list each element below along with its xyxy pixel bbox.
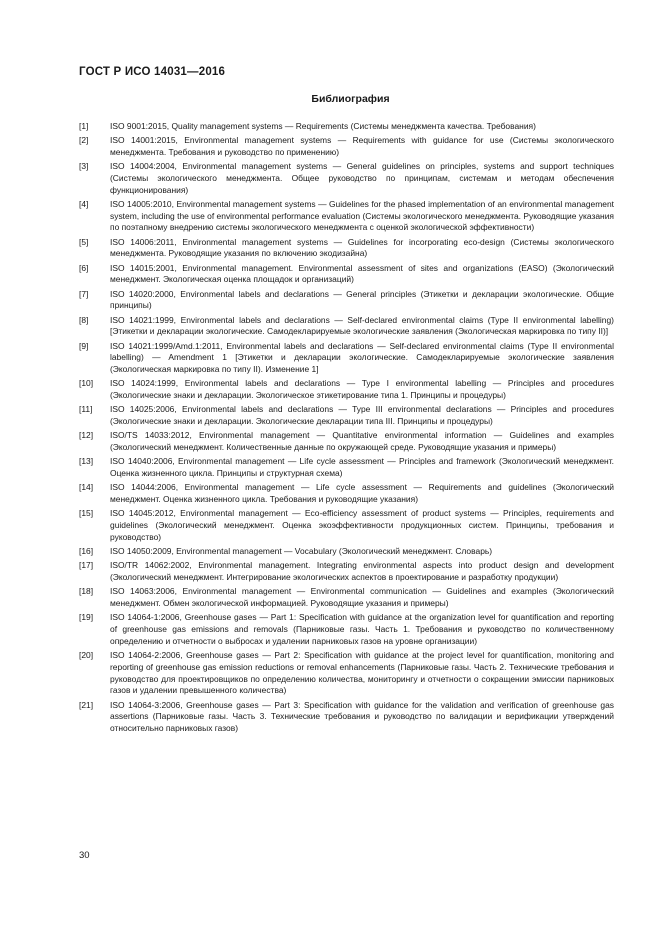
entry-text: ISO 14064-3:2006, Greenhouse gases — Part 3: Specification with guidance for the validation and verification of greenhouse gas assertions (Парниковые газы. Часть 3. Технические требования и руководство по валидации и верификации утверждений относительно парниковых газов): [110, 699, 614, 733]
entry-number: [5]: [79, 236, 89, 247]
entry-number: [18]: [79, 586, 94, 597]
bibliography-entry: [79, 650, 614, 697]
entry-number: [1]: [79, 121, 89, 131]
bibliography-entry: [79, 199, 614, 234]
entry-text: ISO 14063:2006, Environmental management — Environmental communication — Guidelines and examples (Экологический менеджмент. Обмен экологической информацией. Руководящие указания и примеры): [110, 586, 614, 609]
bibliography-entry: [79, 135, 614, 158]
bibliography-entry: [79, 289, 614, 312]
entry-text: ISO 14020:2000, Environmental labels and declarations — General principles (Этикетки и декларации экологические. Общие принципы): [110, 288, 614, 311]
bibliography-entry: [79, 430, 614, 453]
bibliography-entry: [79, 121, 614, 133]
entry-text: ISO 14045:2012, Environmental management — Eco-efficiency assessment of product systems — Principles, requirements and guidelines (Экологический менеджмент. Оценка экоэффективности продукционных систем. Принципы, требования и руководство): [110, 508, 614, 542]
bibliography-entry: [79, 482, 614, 505]
bibliography-entry: [79, 263, 614, 286]
entry-text: ISO 14015:2001, Environmental management. Environmental assessment of sites and organizations (EASO) (Экологический менеджмент. Экологическая оценка площадок и организаций): [110, 262, 614, 285]
bibliography-entry: [79, 315, 614, 338]
entry-number: [3]: [79, 161, 89, 172]
entry-number: [11]: [79, 404, 93, 415]
entry-text: ISO 14005:2010, Environmental management systems — Guidelines for the phased implementation of an environmental management system, including the use of environmental performance evaluation (Системы экологического менеджмента. Руководящие указания по поэтапному внедрению системы экологического менеджмента с оценкой экологической эффективности): [110, 199, 614, 233]
document-header: ГОСТ Р ИСО 14031—2016: [79, 66, 226, 78]
entry-number: [9]: [79, 340, 89, 351]
entry-text: ISO 14064-1:2006, Greenhouse gases — Part 1: Specification with guidance at the organization level for quantification and reporting of greenhouse gas emissions and removals (Парниковые газы. Часть 1. Требования и руководство по количественному определению и отчетности о выбросах и удалении парниковых газов на уровне организации): [110, 612, 614, 646]
bibliography-entry: [79, 560, 614, 583]
entry-text: ISO 14044:2006, Environmental management — Life cycle assessment — Requirements and guidelines (Экологический менеджмент. Оценка жизненного цикла. Требования и руководящие указания): [110, 482, 614, 505]
entry-text: ISO 14024:1999, Environmental labels and declarations — Type I environmental labelling — Principles and procedures (Экологические знаки и декларации. Экологическое этикетирование типа 1. Принципы и процедуры): [110, 378, 614, 401]
section-title: Библиография: [311, 93, 390, 105]
entry-number: [12]: [79, 430, 94, 441]
entry-number: [16]: [79, 546, 94, 557]
entry-text: ISO 14064-2:2006, Greenhouse gases — Part 2: Specification with guidance at the project level for quantification, monitoring and reporting of greenhouse gas emission reductions or removal enhancements (Парниковые газы. Часть 2. Технические требования и руководство для проектировщиков по определению количества, мониторингу и отчетности о сокращении эмиссии парниковых газов и удалении превышенного количества): [110, 650, 614, 696]
entry-number: [4]: [79, 199, 89, 209]
entry-number: [17]: [79, 560, 94, 571]
bibliography-entry: [79, 378, 614, 401]
bibliography-entry: [79, 341, 614, 376]
entry-number: [20]: [79, 650, 94, 661]
bibliography-entry: [79, 237, 614, 260]
entry-number: [15]: [79, 508, 94, 519]
entry-number: [8]: [79, 314, 89, 325]
entry-number: [21]: [79, 699, 94, 710]
entry-text: ISO/TS 14033:2012, Environmental management — Quantitative environmental information — Guidelines and examples (Экологический менеджмент. Количественные данные по окружающей среде. Руководящие указания и примеры): [110, 430, 614, 453]
entry-text: ISO 14040:2006, Environmental management — Life cycle assessment — Principles and framework (Экологический менеджмент. Оценка жизненного цикла. Принципы и структурная схема): [110, 456, 614, 479]
entry-text: ISO 14050:2009, Environmental management — Vocabulary (Экологический менеджмент. Словарь): [110, 546, 493, 557]
entry-text: ISO 14025:2006, Environmental labels and declarations — Type III environmental declarations — Principles and procedures (Экологические знаки и декларации. Экологические декларации типа III. Принципы и процедуры): [110, 404, 614, 427]
bibliography-entry: [79, 456, 614, 479]
entry-text: ISO/TR 14062:2002, Environmental management. Integrating environmental aspects into product design and development (Экологический менеджмент. Интегрирование экологических аспектов в проектирование и разработку продукции): [110, 560, 614, 583]
bibliography-entry: [79, 404, 614, 427]
bibliography-entry: [79, 612, 614, 647]
entry-number: [14]: [79, 482, 94, 493]
entry-number: [19]: [79, 612, 94, 623]
entry-number: [6]: [79, 262, 89, 273]
entry-text: ISO 14001:2015, Environmental management systems — Requirements with guidance for use (Системы экологического менеджмента. Требования и руководство по применению): [110, 135, 614, 157]
entry-number: [10]: [79, 378, 94, 389]
entry-text: ISO 14021:1999, Environmental labels and declarations — Self-declared environmental claims (Type II environmental labelling) [Этикетки и декларации экологические. Самодекларируемые экологические заявления (Экологическая маркировка по типу II)]: [110, 314, 614, 337]
bibliography-entry: [79, 161, 614, 196]
entry-text: ISO 14021:1999/Amd.1:2011, Environmental labels and declarations — Self-declared environmental claims (Type II environmental labelling) — Amendment 1 [Этикетки и декларации экологические. Самодекларируемые экологические заявления (Экологическая маркировка по типу II). Изменение 1]: [110, 340, 614, 375]
entry-text: ISO 14004:2004, Environmental management systems — General guidelines on principles, systems and support techniques (Системы экологического менеджмента. Общее руководство по принципам, системам и методам обеспечения функционирования): [110, 161, 614, 195]
bibliography-entry: [79, 700, 614, 735]
page-number: 30: [79, 850, 90, 861]
bibliography-entry: [79, 586, 614, 609]
entry-text: ISO 14006:2011, Environmental management systems — Guidelines for incorporating eco-design (Системы экологического менеджмента. Руководящие указания по включению экодизайна): [110, 236, 614, 259]
entry-number: [7]: [79, 288, 89, 299]
entry-number: [13]: [79, 456, 94, 467]
entry-text: ISO 9001:2015, Quality management systems — Requirements (Системы менеджмента качества. Требования): [110, 121, 536, 131]
entry-number: [2]: [79, 135, 89, 146]
bibliography-entry: [79, 508, 614, 543]
bibliography-list: [79, 121, 614, 737]
bibliography-entry: [79, 546, 614, 558]
